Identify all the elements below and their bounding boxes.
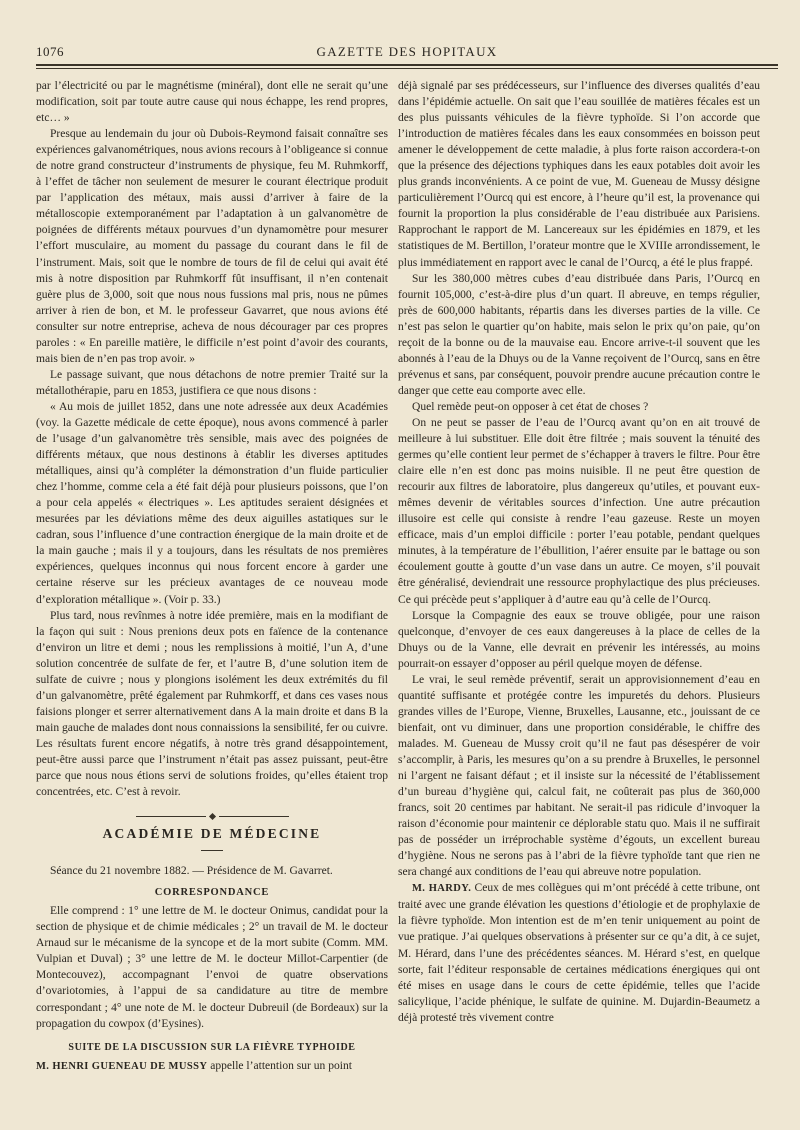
correspondance-text: Elle comprend : 1° une lettre de M. le docteur Onimus, candidat pour la section de physique et de chimie médicales ; 2° un travail de M. le docteur Arnaud sur le mécanisme de la syncope et de la mort subite (Comm. MM. Vulpian et Duval) ; 3° une lettre de M. le docteur Millot-Carpentier (de Montecouvez), accompagnant l’envoi de quatre observations d’ovariotomies, à l’appui de sa candidature au titre de membre correspondant ; 4° une note de M. le docteur Dubreuil (de Bordeaux) sur la propagation du cowpox (d’Eysines). bbox=[36, 905, 388, 1030]
hardy-paragraph bbox=[398, 880, 760, 1025]
paragraph: Presque au lendemain du jour où Dubois-Reymond faisait connaître ses expériences galvanométriques, nous avions recours à l’obligeance si connue de notre grand constructeur d’instruments de physique, feu M. Ruhmkorff, à l’effet de tâcher non seulement de mesurer le courant électrique produit par l’application des métaux, mais aussi d’arriver à faire de la métalloscopie extemporanément par l’adaptation à un galvanomètre de poignées de différents métaux pourvues d’un dynamomètre pour mesurer l’effort musculaire, au moment du passage du courant dans le fil de l’instrument. Mais, soit que le nombre de tours de fil de celui qui avait été mis à notre disposition par Ruhmkorff fût insuffisant, il n’en contenait guère plus de 3,000, soit que nous nous fussions mal pris, nous ne pûmes arriver à rien de bon, et M. le professeur Gavarret, que nous avions été consulter sur notre entreprise, acheva de nous décourager par ces propres paroles : « En pareille matière, le difficile n’est point d’avoir des courants, mais bien de n’en pas trop avoir. » bbox=[36, 128, 388, 365]
seance-line: Séance du 21 novembre 1882. — Présidence de M. Gavarret. bbox=[50, 865, 333, 878]
discussion-heading: SUITE DE LA DISCUSSION SUR LA FIÈVRE TYPHOIDE bbox=[68, 1041, 356, 1053]
discussion-text: appelle l’attention sur un point bbox=[210, 1059, 352, 1072]
hardy-text: Ceux de mes collègues qui m’ont précédé à cette tribune, ont traité avec une grande élévation les questions d’étiologie et de prophylaxie de la fièvre typhoïde. Mon intention est de m’en tenir uniquement au point de vue pratique. J’ai quelques observations à présenter sur ce qu’a dit, à ce sujet, M. Hérard, dans l’une des précédentes séances. M. Hérard s’est, en quelque sorte, fait l’éditeur responsable de certaines médications énergiques qui ont été mises en usage dans le cours de cette épidémie, telles que l’acide salicylique, l’acide phénique, le sulfate de quinine. M. Dujardin-Beaumetz a déjà protesté très vivement contre bbox=[398, 882, 761, 1024]
paragraph: Sur les 380,000 mètres cubes d’eau distribuée dans Paris, l’Ourcq en fournit 105,000, c’est-à-dire plus d’un quart. Il abreuve, en temps régulier, près de 600,000 habitants, répartis dans les diverses parties de la ville. Ce n’est pas selon le quartier qu’on habite, mais selon le prix qu’on paie, qu’on reçoit de la bonne ou de la mauvaise eau. Encore arrive-t-il souvent que les abonnés à l’eau de la Dhuys ou de la Vanne reçoivent de l’Ourcq, sans en être prévenus et sans, par conséquent, pouvoir prendre aucune précaution contre le danger que cette eau comporte avec elle. bbox=[398, 272, 760, 397]
right-column bbox=[398, 78, 760, 1026]
section-title: ACADÉMIE DE MÉDECINE bbox=[102, 826, 322, 842]
speaker-name: M. HENRI GUENEAU DE MUSSY bbox=[36, 1060, 208, 1072]
discussion-paragraph bbox=[36, 1058, 388, 1075]
page-number: 1076 bbox=[36, 44, 64, 59]
paragraph: Plus tard, nous revînmes à notre idée première, mais en la modifiant de la façon qui suit : Nous prenions deux pots en faïence de la contenance d’environ un litre et demi ; nous les remplissions à moitié, l’un A, d’une solution concentrée de sulfate de fer, et l’autre B, d’une solution item de sulfate de cuivre ; nous y plongions isolément les deux extrémités du fil d’un galvanomètre, prêté également par Ruhmkorff, et dans ces vases nous faisions plonger et serrer alternativement dans A la main droite et dans B la main gauche de malades dont nous connaissions la sensibilité, fer ou cuivre. Les résultats furent encore négatifs, à notre très grand désappointement, peut-être aussi parce que l’instrument n’était pas assez puissant, peut-être parce que nous nous étions servi de solutions froides, qu’elles étaient trop concentrées, etc. C’est à revoir. bbox=[36, 609, 388, 799]
section-separator bbox=[36, 808, 388, 818]
paragraph: par l’électricité ou par le magnétisme (minéral), dont elle ne serait qu’une modification, soit par toute autre cause qui nous échappe, les rend propres, etc… » bbox=[36, 80, 388, 125]
speaker-name: M. HARDY. bbox=[412, 883, 472, 895]
paragraph: déjà signalé par ses prédécesseurs, sur l’influence des diverses qualités d’eau dans l’épidémie actuelle. On sait que l’eau souillée de matières fécales est un des plus puissants véhicules de la fièvre typhoïde. Si l’on accorde que l’introduction de matières fécales dans les eaux consommées en boisson peut amener le développement de cette maladie, à plus forte raison accordera-t-on que la présence des déjections typhiques dans les eaux potables doit avoir les plus grands inconvénients. A ce point de vue, M. Gueneau de Mussy désigne particulièrement l’Ourcq qui est encore, à l’heure qu’il est, la provenance qui fournit la proportion la plus considérable de l’eau distribuée aux Parisiens. Rapprochant le rapport de M. Lancereaux sur les épidémies en 1879, et les statistiques de M. Bertillon, l’orateur montre que le XVIIIe arrondissement, le plus immédiatement en rapport avec le canal de l’Ourcq, a été le plus frappé. bbox=[398, 80, 760, 269]
left-column bbox=[36, 78, 388, 1075]
running-head bbox=[36, 44, 778, 62]
header-rule-thick bbox=[36, 64, 778, 66]
correspondance-heading: CORRESPONDANCE bbox=[154, 887, 270, 899]
paragraph: « Au mois de juillet 1852, dans une note adressée aux deux Académies (voy. la Gazette médicale de cette époque), nous avons commencé à parler de l’usage d’un galvanomètre très sensible, mais avec des poignées de différents métaux, que nous destinons à établir les diverses aptitudes métalliques, ainsi qu’à compléter la démonstration d’un fluide particulier chez l’homme, comme cela a été fait déjà pour plusieurs poissons, que l’on a pour cela appelés « électriques ». Les aptitudes seraient désignées et mesurées par les déviations même des deux aiguilles astatiques sur le cadran, sous l’influence d’une contraction énergique de la main droite et de la main gauche ; mais il y a toujours, dans les résultats de nos premières expériences, quelques inconnus qui nous forcent encore à garder une certaine réserve sur les précieux avantages de ce nouveau mode d’exploration métallique ». (Voir p. 33.) bbox=[36, 400, 388, 606]
paragraph: On ne peut se passer de l’eau de l’Ourcq avant qu’on en ait trouvé de meilleure à lui substituer. Elle doit être filtrée ; mais souvent la ténuité des germes qu’elle contient leur permet de s’échapper à travers le filtre. Pour être claire elle n’en est donc pas moins nuisible. Il ne peut être question de recourir aux filtres de laboratoire, plus dangereux qu’utiles, et pouvant eux-mêmes devenir de véritables sources d’infection. Une autre précaution illusoire est celle qui consiste à rendre l’eau gazeuse. Reste un moyen efficace, mais d’un emploi difficile : porter l’eau potable, pendant quelques minutes, à la température de l’ébullition, l’aérer ensuite par le battage ou son écoulement goutte à goutte d’un vase dans un autre. Ce moyen, s’il pouvait être généralisé, deviendrait une ressource prophylactique des plus précieuses. Ce qui précède peut s’appliquer à d’autre eau qu’à celle de l’Ourcq. bbox=[398, 416, 760, 606]
paragraph: Lorsque la Compagnie des eaux se trouve obligée, pour une raison quelconque, d’envoyer de ces eaux dangereuses à la place de celles de la Dhuys ou de la Vanne, elle devrait en prévenir les intéressés, au moins pourrait-on essayer d’opposer au péril quelque moyen de défense. bbox=[398, 609, 760, 670]
paragraph: Le vrai, le seul remède préventif, serait un approvisionnement d’eau en quantité suffisante et protégée contre les impuretés du dehors. Plusieurs grandes villes de l’Europe, Vienne, Bruxelles, Lausanne, etc., jouissant de ce bienfait, ont vu diminuer, dans une proportion considérable, le chiffre des malades. M. Gueneau de Mussy croit qu’il ne faut pas désespérer de voir s’accomplir, à Paris, les mesures qu’on a su prendre à Bruxelles, le personnel ni l’argent ne faisant défaut ; et il insiste sur la nécessité de l’établissement d’un bureau d’hygiène qui, calcul fait, ne coûterait pas plus de 360,000 francs, soit 20 centimes par habitant. Ne serait-il pas ridicule d’invoquer la raison d’économie pour maintenir ce déplorable statu quo. Mais il ne suffirait pas de posséder un irréprochable système d’égouts, un excellent bureau d’hygiène. Nous ne serons pas à l’abri de la fièvre typhoïde tant que rien ne sera changé aux conditions de l’eau qui abreuve notre population. bbox=[398, 673, 760, 879]
page-title: GAZETTE DES HOPITAUX bbox=[316, 44, 498, 59]
short-rule bbox=[201, 850, 223, 851]
paragraph: Le passage suivant, que nous détachons de notre premier Traité sur la métallothérapie, paru en 1853, justifiera ce que nous disons : bbox=[36, 368, 388, 397]
paragraph: Quel remède peut-on opposer à cet état de choses ? bbox=[412, 400, 649, 413]
header-rule-thin bbox=[36, 68, 778, 69]
